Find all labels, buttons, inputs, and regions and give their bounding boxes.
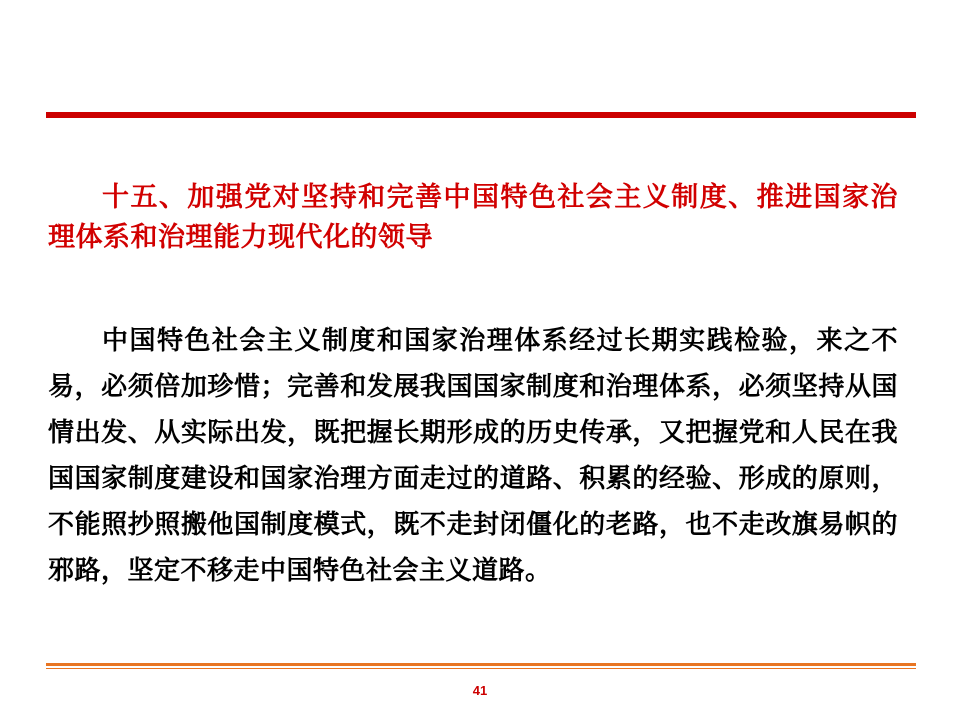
body-paragraph: 中国特色社会主义制度和国家治理体系经过长期实践检验，来之不易，必须倍加珍惜；完善和发展我国国家制度和治理体系，必须坚持从国情出发、从实际出发，既把握长期形成的历史传承，又把握党和人民在我国国家制度建设和国家治理方面走过的道路、积累的经验、形成的原则，不能照抄照搬他国制度模式，既不走封闭僵化的老路，也不走改旗易帜的邪路，坚定不移走中国特色社会主义道路。 (48, 326, 898, 586)
page-number: 41 (472, 683, 488, 698)
section-heading: 十五、加强党对坚持和完善中国特色社会主义制度、推进国家治理体系和治理能力现代化的领导 (48, 182, 898, 253)
bottom-divider-thin (46, 668, 916, 669)
bottom-divider (46, 663, 916, 666)
top-divider (46, 112, 916, 118)
